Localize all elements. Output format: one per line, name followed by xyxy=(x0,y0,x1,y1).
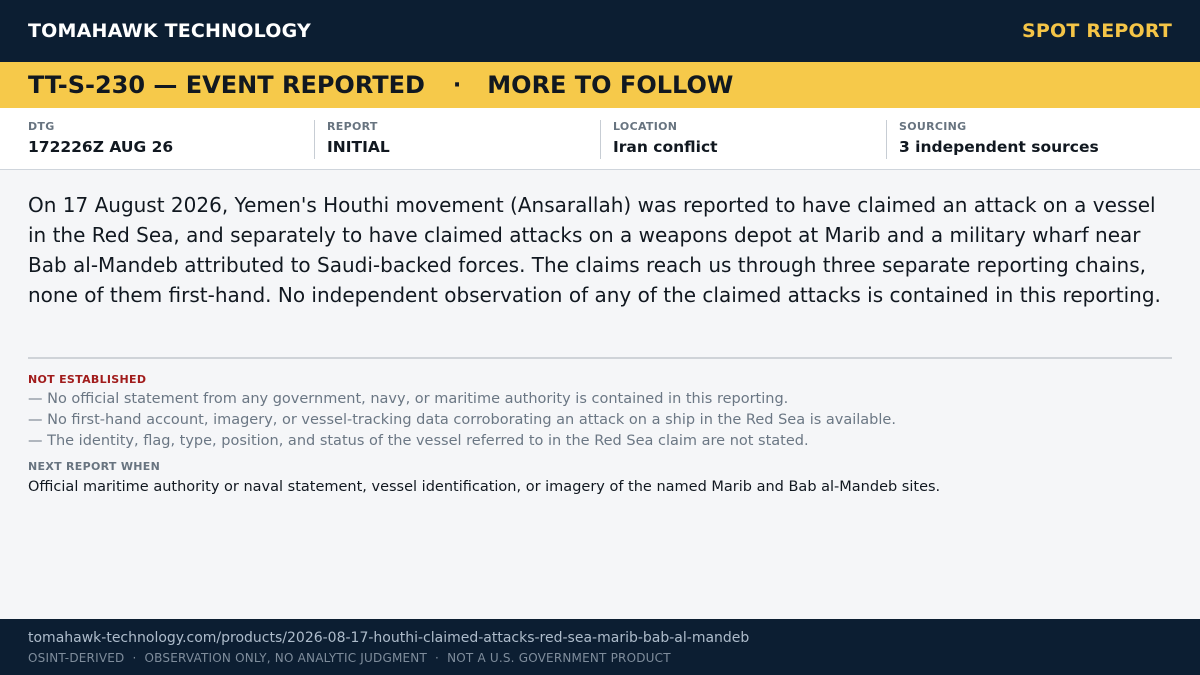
meta-value: Iran conflict xyxy=(613,138,718,156)
section-divider xyxy=(28,357,1172,359)
meta-label: LOCATION xyxy=(613,120,678,133)
meta-report xyxy=(314,120,600,159)
report-summary: On 17 August 2026, Yemen's Houthi movement (Ansarallah) was reported to have claimed an attack on a vessel in the Red Sea, and separately to have claimed attacks on a weapons depot at Marib and a military wharf near Bab al-Mandeb attributed to Saudi-backed forces. The claims reach us through three separate reporting chains, none of them first-hand. No independent observation of any of the claimed attacks is contained in this reporting. xyxy=(28,193,1161,307)
not-established-label: NOT ESTABLISHED xyxy=(28,373,147,386)
meta-location xyxy=(600,120,886,159)
source-url: tomahawk-technology.com/products/2026-08-17-houthi-claimed-attacks-red-sea-marib-bab-al-mandeb xyxy=(28,630,750,646)
meta-dtg xyxy=(28,120,314,159)
meta-value: 172226Z AUG 26 xyxy=(28,138,174,156)
meta-label: REPORT xyxy=(327,120,378,133)
list-item: — No official statement from any government, navy, or maritime authority is contained in this reporting. xyxy=(28,391,789,407)
metadata-bar xyxy=(0,108,1200,170)
followup-status: MORE TO FOLLOW xyxy=(487,71,734,99)
banner-separator: · xyxy=(452,72,462,98)
report-type-label: SPOT REPORT xyxy=(1022,20,1172,42)
not-established-list xyxy=(28,389,1172,452)
next-report-label: NEXT REPORT WHEN xyxy=(28,460,161,473)
meta-label: SOURCING xyxy=(899,120,967,133)
list-item: — No first-hand account, imagery, or vessel-tracking data corroborating an attack on a ship in the Red Sea is available. xyxy=(28,412,896,428)
meta-value: 3 independent sources xyxy=(899,138,1099,156)
status-banner xyxy=(0,62,1200,108)
disclaimer xyxy=(28,651,1172,665)
top-header xyxy=(0,0,1200,62)
meta-sourcing xyxy=(886,120,1172,159)
next-report-text: Official maritime authority or naval statement, vessel identification, or imagery of the named Marib and Bab al-Mandeb sites. xyxy=(28,479,941,495)
meta-value: INITIAL xyxy=(327,138,390,156)
brand-name: TOMAHAWK TECHNOLOGY xyxy=(28,20,311,42)
report-id-status: TT-S-230 — EVENT REPORTED xyxy=(28,71,425,99)
meta-label: DTG xyxy=(28,120,55,133)
list-item: — The identity, flag, type, position, and status of the vessel referred to in the Red Sea claim are not stated. xyxy=(28,433,809,449)
footer xyxy=(0,619,1200,675)
disclaimer-text: OSINT-DERIVED · OBSERVATION ONLY, NO ANALYTIC JUDGMENT · NOT A U.S. GOVERNMENT PRODUCT xyxy=(28,651,671,665)
